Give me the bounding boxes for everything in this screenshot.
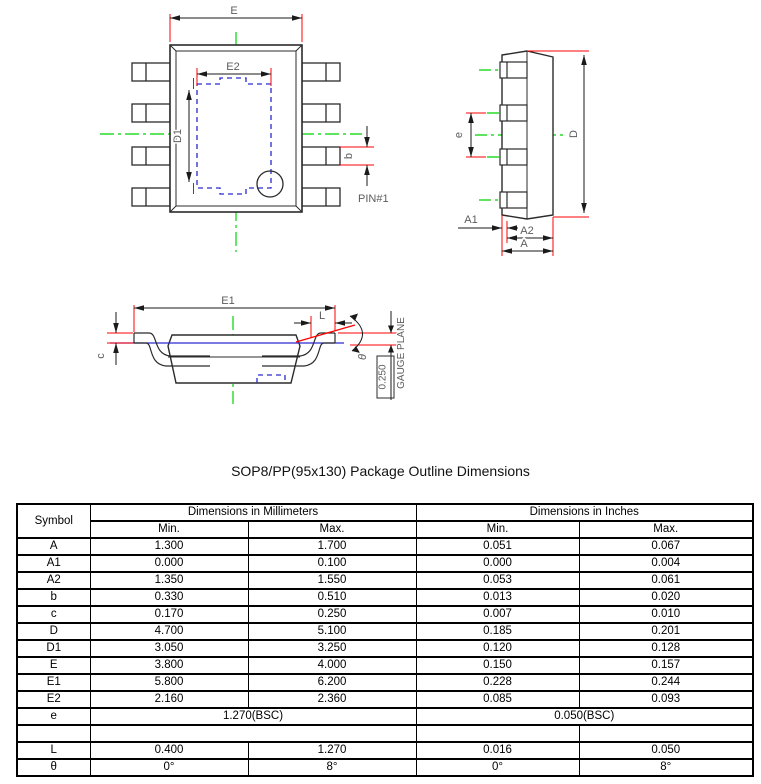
dimensions-table: [16, 503, 754, 777]
cell-in-max: 0.061: [579, 572, 753, 589]
table-row: [17, 674, 753, 691]
cell-in-min: 0.228: [416, 674, 579, 691]
cell-in-min: 0.185: [416, 623, 579, 640]
cell-mm-min: 2.160: [90, 691, 248, 708]
cell-in-min: [416, 725, 579, 742]
cell-in-min: 0°: [416, 759, 579, 776]
cell-symbol: E1: [17, 674, 90, 691]
header-symbol: Symbol: [17, 504, 90, 538]
label-b: b: [343, 152, 355, 160]
cell-in-min: 0.000: [416, 555, 579, 572]
cell-mm-min: 1.350: [90, 572, 248, 589]
cell-symbol: A2: [17, 572, 90, 589]
cell-symbol: L: [17, 742, 90, 759]
label-A2: A2: [520, 225, 534, 237]
cell-mm-min: 3.050: [90, 640, 248, 657]
label-D: D: [568, 130, 580, 138]
cell-in-min: 0.016: [416, 742, 579, 759]
label-pin1: PIN#1: [358, 193, 389, 205]
cell-mm-empty: [90, 725, 416, 742]
cell-symbol: b: [17, 589, 90, 606]
table-row: [17, 691, 753, 708]
cell-mm-max: 8°: [248, 759, 416, 776]
cell-in-min: 0.120: [416, 640, 579, 657]
header-mm-max: Max.: [248, 521, 416, 538]
label-E: E: [230, 5, 238, 17]
cell-mm-max: 1.700: [248, 538, 416, 555]
cell-in-max: 0.244: [579, 674, 753, 691]
page-title: SOP8/PP(95x130) Package Outline Dimensions: [231, 463, 530, 479]
header-mm: Dimensions in Millimeters: [90, 504, 416, 521]
table-row: [17, 759, 753, 776]
table-row: [17, 555, 753, 572]
cell-in-min: 0.053: [416, 572, 579, 589]
cell-mm-max: 5.100: [248, 623, 416, 640]
cell-symbol: c: [17, 606, 90, 623]
cell-mm-min: 1.300: [90, 538, 248, 555]
cell-mm-max: 2.360: [248, 691, 416, 708]
cell-symbol: e: [17, 708, 90, 725]
cell-mm-min: 4.700: [90, 623, 248, 640]
cell-in-max: 0.067: [579, 538, 753, 555]
label-A1: A1: [464, 214, 478, 226]
cell-in-min: 0.007: [416, 606, 579, 623]
front-view: [95, 295, 407, 404]
table-header-row: [17, 504, 753, 521]
cell-in-max: 8°: [579, 759, 753, 776]
table-row-e: [17, 708, 753, 725]
side-view: [453, 51, 589, 256]
cell-symbol: A1: [17, 555, 90, 572]
table-row: [17, 606, 753, 623]
header-inch: Dimensions in Inches: [416, 504, 753, 521]
cell-mm-max: 1.550: [248, 572, 416, 589]
cell-in-max: 0.010: [579, 606, 753, 623]
label-c: c: [95, 353, 107, 359]
cell-in-min: 0.150: [416, 657, 579, 674]
cell-in-max: 0.050: [579, 742, 753, 759]
cell-in-max: 0.128: [579, 640, 753, 657]
cell-symbol: E: [17, 657, 90, 674]
cell-mm-max: 0.250: [248, 606, 416, 623]
cell-in-bsc: 0.050(BSC): [416, 708, 753, 725]
cell-mm-max: 4.000: [248, 657, 416, 674]
cell-mm-min: 0.400: [90, 742, 248, 759]
label-E2: E2: [226, 61, 240, 73]
cell-symbol: [17, 725, 90, 742]
cell-mm-min: 0.330: [90, 589, 248, 606]
cell-in-max: 0.004: [579, 555, 753, 572]
table-row: [17, 742, 753, 759]
table-row: [17, 657, 753, 674]
cell-mm-max: 6.200: [248, 674, 416, 691]
cell-mm-min: 5.800: [90, 674, 248, 691]
cell-symbol: θ: [17, 759, 90, 776]
label-gauge-plane: GAUGE PLANE: [396, 317, 407, 389]
cell-in-max: 0.201: [579, 623, 753, 640]
cell-symbol: D1: [17, 640, 90, 657]
top-view: [100, 5, 389, 252]
cell-in-max: 0.093: [579, 691, 753, 708]
cell-in-min: 0.051: [416, 538, 579, 555]
cell-symbol: D: [17, 623, 90, 640]
label-e: e: [453, 131, 465, 139]
label-A: A: [520, 238, 528, 250]
table-subheader-row: [17, 521, 753, 538]
dimensions-table-wrap: [16, 503, 754, 777]
cell-mm-min: 0°: [90, 759, 248, 776]
table-row: [17, 623, 753, 640]
table-row: [17, 572, 753, 589]
cell-in-max: 0.157: [579, 657, 753, 674]
cell-mm-max: 0.510: [248, 589, 416, 606]
table-row: [17, 538, 753, 555]
label-D1: D1: [172, 128, 184, 144]
cell-mm-min: 0.170: [90, 606, 248, 623]
cell-in-max: [579, 725, 753, 742]
cell-mm-bsc: 1.270(BSC): [90, 708, 416, 725]
table-row: [17, 589, 753, 606]
cell-symbol: E2: [17, 691, 90, 708]
table-row-empty: [17, 725, 753, 742]
header-mm-min: Min.: [90, 521, 248, 538]
label-L: L: [318, 310, 326, 322]
cell-mm-max: 1.270: [248, 742, 416, 759]
cell-mm-min: 0.000: [90, 555, 248, 572]
cell-mm-max: 3.250: [248, 640, 416, 657]
cell-in-min: 0.013: [416, 589, 579, 606]
label-E1: E1: [221, 295, 235, 307]
cell-mm-max: 0.100: [248, 555, 416, 572]
table-row: [17, 640, 753, 657]
cell-in-max: 0.020: [579, 589, 753, 606]
header-in-max: Max.: [579, 521, 753, 538]
cell-in-min: 0.085: [416, 691, 579, 708]
header-in-min: Min.: [416, 521, 579, 538]
cell-mm-min: 3.800: [90, 657, 248, 674]
cell-symbol: A: [17, 538, 90, 555]
label-gauge-offset: 0.250: [377, 364, 389, 390]
label-theta: θ: [357, 354, 369, 360]
